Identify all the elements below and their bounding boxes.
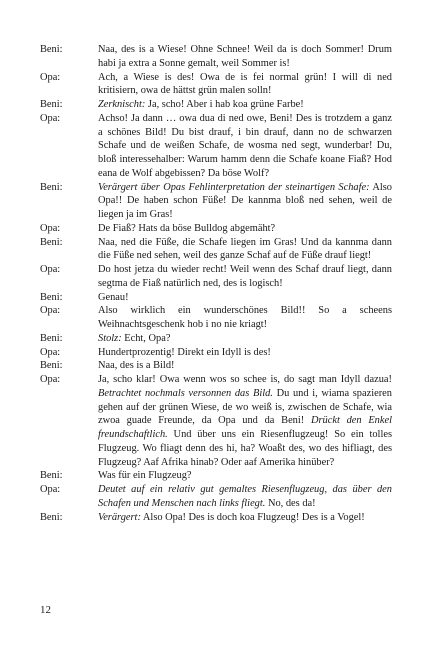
dialogue-line (40, 332, 392, 346)
dialogue-text (98, 483, 392, 511)
speaker-name: Beni: (40, 332, 63, 344)
stage-direction: Deutet auf ein relativ gut gemaltes Riesenflugzeug, das über den Schafen und Menschen nach links fliegt. (98, 484, 392, 509)
stage-direction: Verärgert: (98, 511, 141, 523)
dialogue-text (98, 263, 392, 291)
stage-direction: Betrachtet nochmals versonnen das Bild. (98, 387, 273, 399)
dialogue-text (98, 373, 392, 469)
dialogue-block (40, 43, 392, 524)
dialogue-text (98, 511, 392, 525)
dialogue-text (98, 236, 392, 264)
dialogue-line (40, 222, 392, 236)
dialogue-text (98, 304, 392, 332)
speaker-name: Opa: (40, 484, 61, 495)
dialogue-line (40, 291, 392, 305)
speaker-name: Opa: (40, 222, 61, 234)
dialogue-text (98, 359, 392, 373)
spoken-text: Echt, Opa? (121, 332, 171, 344)
dialogue-text (98, 71, 392, 99)
dialogue-text (98, 469, 392, 483)
dialogue-line (40, 346, 392, 360)
dialogue-line (40, 263, 392, 291)
dialogue-line (40, 469, 392, 483)
spoken-text: Ach, a Wiese is des! Owa de is fei normal grün! I will di ned kritisiern, owa de hättst grün malen solln! (98, 71, 392, 97)
dialogue-line (40, 236, 392, 264)
spoken-text: Naa, des is a Wiese! Ohne Schnee! Weil da is doch Sommer! Drum habi ja extra a Sonne gemalt, weil Sommer is! (98, 44, 392, 69)
dialogue-line (40, 483, 392, 511)
spoken-text: Genau! (98, 291, 129, 303)
stage-direction: Verärgert über Opas Fehlinterpretation der steinartigen Schafe: (98, 181, 370, 193)
spoken-text: Ja, scho klar! Owa wenn wos so schee is, do sagt man Idyll dazua! (98, 374, 392, 385)
speaker-name: Opa: (40, 71, 61, 83)
speaker-name: Opa: (40, 112, 61, 124)
stage-direction: Zerknischt: (98, 99, 146, 110)
stage-direction: Drückt den Enkel freundschaftlich. (98, 415, 392, 440)
dialogue-text (98, 98, 392, 112)
spoken-text: Und über uns ein Riesenflugzeug! So ein tolles Flugzeug. Wo fliagt denn des hi, ha? Woaßt des, wo des hifliagt, des Flugzeug? Aaf Afrika hinab? Oder aaf Amerika hinüber? (98, 429, 392, 468)
speaker-name: Opa: (40, 346, 61, 358)
dialogue-text (98, 43, 392, 71)
speaker-name: Opa: (40, 305, 61, 317)
dialogue-text (98, 181, 392, 222)
spoken-text: Hundertprozentig! Direkt ein Idyll is des! (98, 346, 271, 358)
dialogue-line (40, 373, 392, 469)
dialogue-text (98, 332, 392, 346)
dialogue-line (40, 71, 392, 99)
spoken-text: Also Opa!! De haben schon Füße! De kannma bloß ned sehen, weil de liegen ja im Gras! (98, 181, 392, 220)
speaker-name: Beni: (40, 470, 63, 482)
dialogue-line (40, 43, 392, 71)
spoken-text: Du und i, wiama spazieren gehen auf der grünen Wiese, de wo weiß is, zwischen de Schafe, wia zwoa guade Freunde, da Opa und da Beni! (98, 387, 392, 427)
spoken-text: Achso! Ja dann … owa dua di ned owe, Beni! Des is trotzdem a ganz a schönes Bild! Du bist drauf, i bin drauf, dann no de schwarzen Schafe und de weißen Schafe, de wosma ned segt, wunderbar! Du, bloß interessehalber: Warum hamm denn die Schafe koane Fiaß? Hod eana de Wolf abgebissen? Da böse Wolf? (98, 112, 392, 179)
dialogue-text (98, 112, 392, 181)
speaker-name: Beni: (40, 181, 63, 193)
spoken-text: Naa, ned die Füße, die Schafe liegen im Gras! Und da kannma dann die Füße ned sehen, weil des ganze Schaf auf de Füße drauf liegt! (98, 236, 392, 262)
speaker-name: Beni: (40, 291, 63, 303)
dialogue-line (40, 98, 392, 112)
speaker-name: Beni: (40, 511, 63, 523)
dialogue-line (40, 511, 392, 525)
spoken-text: De Fiaß? Hats da böse Bulldog abgemäht? (98, 222, 276, 234)
dialogue-text (98, 222, 392, 236)
dialogue-line (40, 112, 392, 181)
speaker-name: Opa: (40, 264, 61, 275)
spoken-text: Also Opa! Des is doch koa Flugzeug! Des is a Vogel! (140, 511, 365, 523)
dialogue-text (98, 291, 392, 305)
speaker-name: Opa: (40, 374, 61, 385)
speaker-name: Beni: (40, 99, 63, 110)
spoken-text: Naa, des is a Bild! (98, 360, 175, 372)
speaker-name: Beni: (40, 44, 63, 55)
dialogue-line (40, 181, 392, 222)
spoken-text: Do host jetza du wieder recht! Weil wenn des Schaf drauf liegt, dann segtma de Fiaß natürlich ned, des is logisch! (98, 264, 392, 289)
speaker-name: Beni: (40, 360, 63, 372)
stage-direction: Stolz: (98, 332, 122, 344)
spoken-text: Also wirklich ein wunderschönes Bild!! So a scheens Weihnachtsgeschenk hob i no nie kriagt! (98, 305, 392, 330)
spoken-text: No, des da! (265, 497, 316, 509)
dialogue-text (98, 346, 392, 360)
spoken-text: Was für ein Flugzeug? (98, 470, 192, 482)
page-number: 12 (40, 604, 51, 616)
spoken-text: Ja, scho! Aber i hab koa grüne Farbe! (145, 99, 304, 110)
speaker-name: Beni: (40, 236, 63, 248)
dialogue-line (40, 359, 392, 373)
dialogue-line (40, 304, 392, 332)
